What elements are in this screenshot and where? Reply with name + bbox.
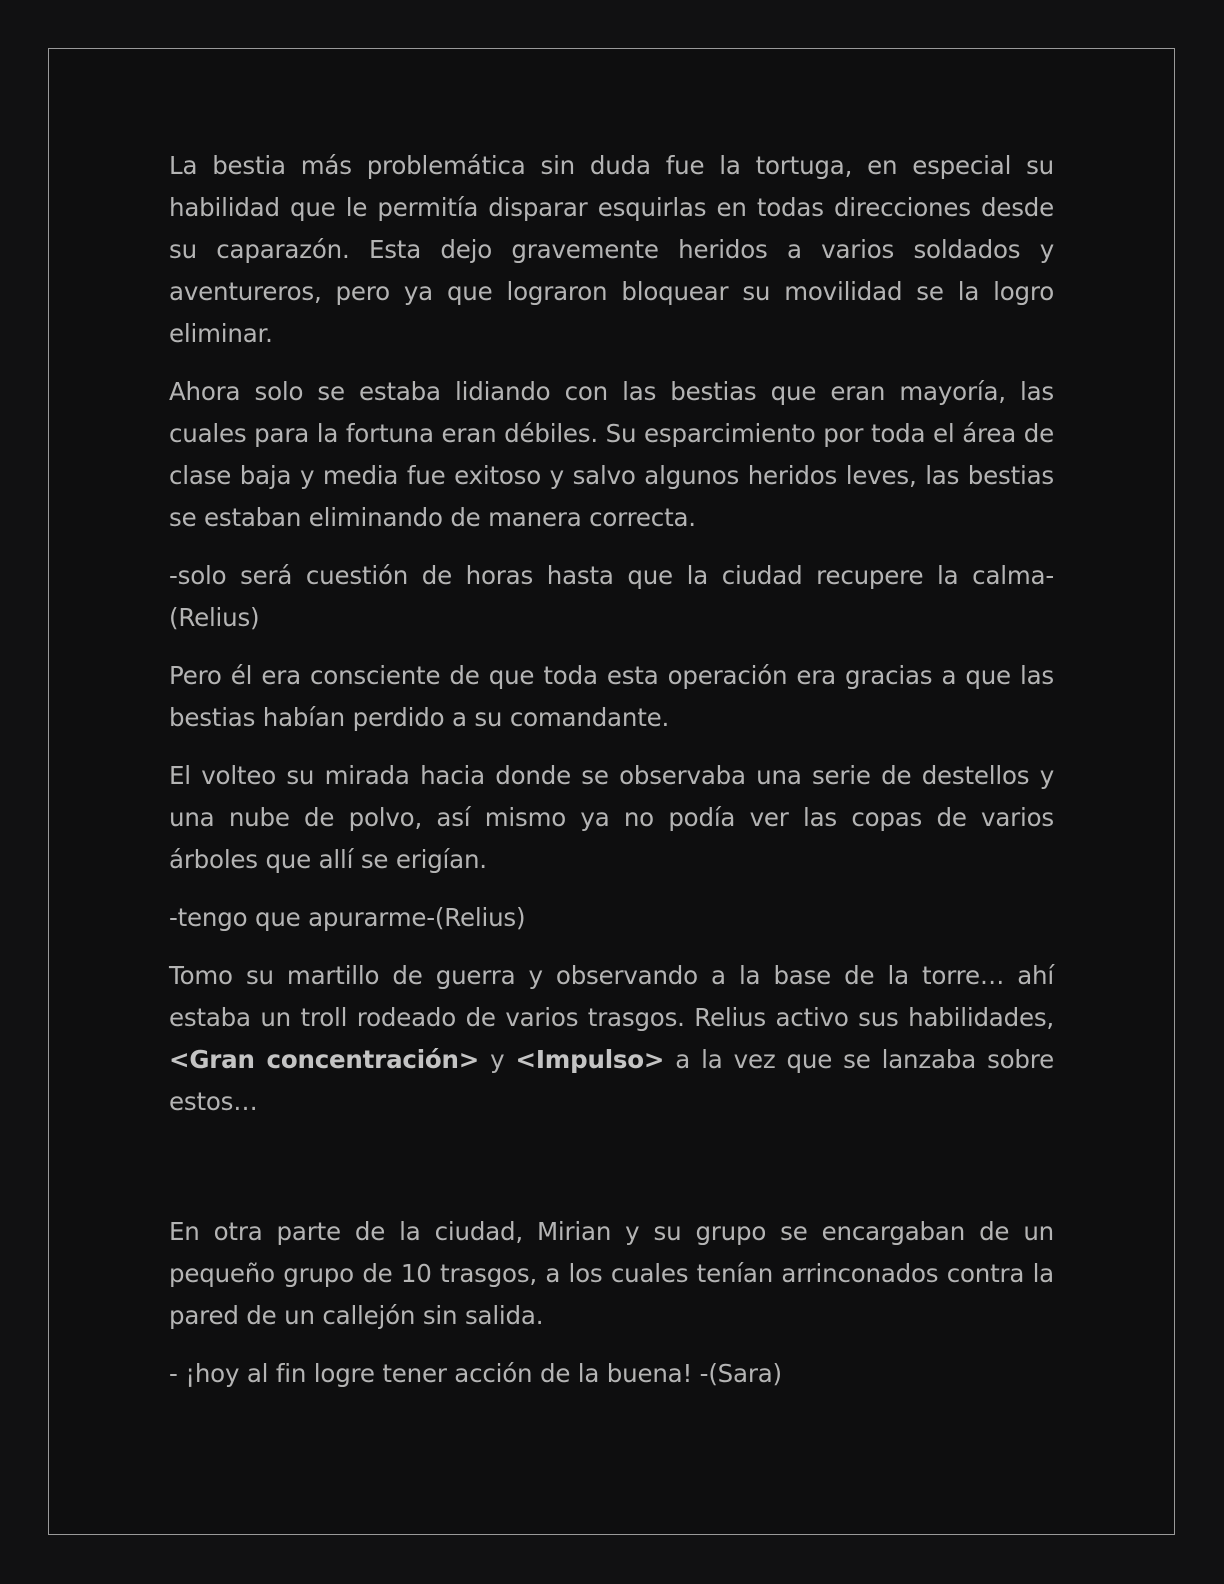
dialogue-line: -solo será cuestión de horas hasta que la ciudad recupere la calma-(Relius) [169,561,1054,632]
document-body [169,145,1054,1411]
paragraph: El volteo su mirada hacia donde se observaba una serie de destellos y una nube de polvo, así mismo ya no podía ver las copas de varios árboles que allí se erigían. [169,761,1054,874]
dialogue-line: - ¡hoy al fin logre tener acción de la buena! -(Sara) [169,1359,782,1388]
text-span: y [479,1045,516,1074]
paragraph: En otra parte de la ciudad, Mirian y su grupo se encargaban de un pequeño grupo de 10 trasgos, a los cuales tenían arrinconados contra la pared de un callejón sin salida. [169,1217,1054,1330]
text-span: a la vez que se lanzaba sobre estos… [169,1045,1054,1116]
skill-name: <Gran concentración> [169,1045,480,1074]
paragraph: Pero él era consciente de que toda esta operación era gracias a que las bestias habían perdido a su comandante. [169,661,1054,732]
paragraph: Ahora solo se estaba lidiando con las bestias que eran mayoría, las cuales para la fortuna eran débiles. Su esparcimiento por toda el área de clase baja y media fue exitoso y salvo algunos heridos leves, las bestias se estaban eliminando de manera correcta. [169,377,1054,532]
page-frame [48,48,1175,1535]
section-break [169,1139,1054,1211]
text-span: Tomo su martillo de guerra y observando a la base de la torre… ahí estaba un troll rodeado de varios trasgos. Relius activo sus habilidades, [169,961,1054,1032]
paragraph [169,955,1054,1123]
skill-name: <Impulso> [515,1045,665,1074]
dialogue-line: -tengo que apurarme-(Relius) [169,903,526,932]
paragraph: La bestia más problemática sin duda fue la tortuga, en especial su habilidad que le permitía disparar esquirlas en todas direcciones desde su caparazón. Esta dejo gravemente heridos a varios soldados y aventureros, pero ya que lograron bloquear su movilidad se la logro eliminar. [169,151,1054,348]
